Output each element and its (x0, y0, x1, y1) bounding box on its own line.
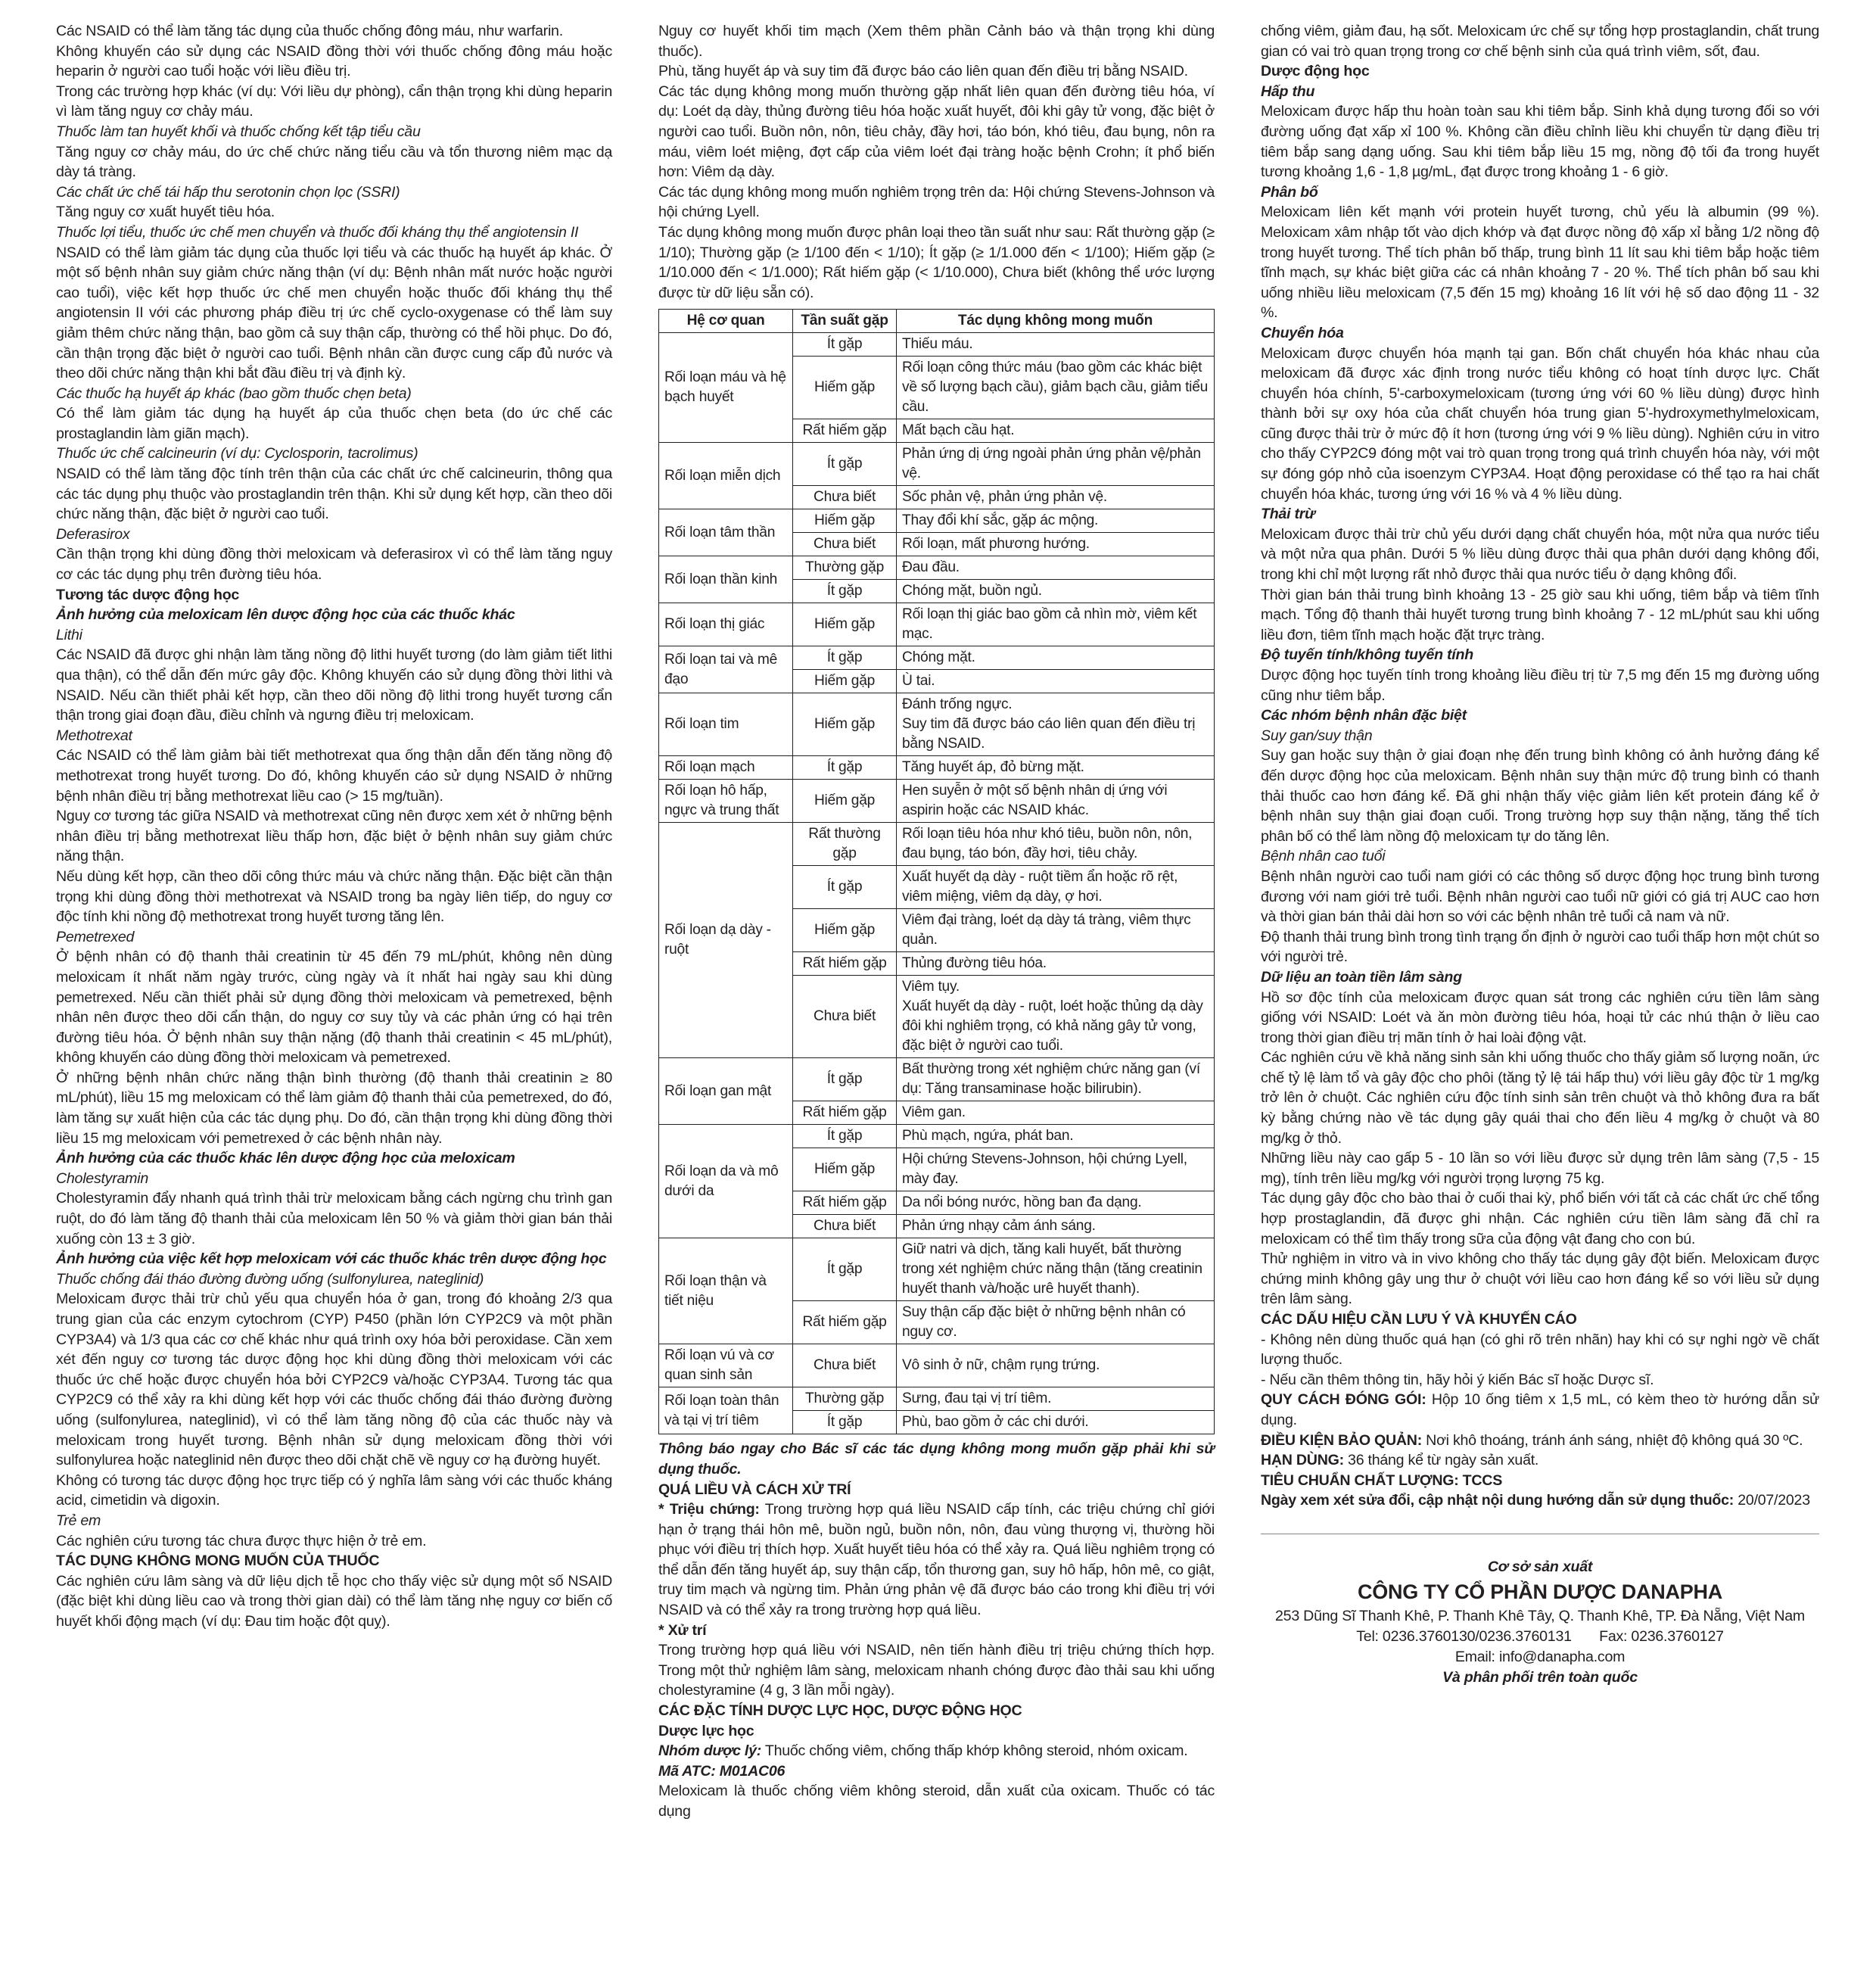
frequency-cell: Ít gặp (793, 333, 897, 357)
effect-cell: Đau đầu. (897, 556, 1215, 580)
italic-subheading: Methotrexat (56, 727, 132, 744)
paragraph (658, 1499, 1215, 1621)
effect-cell: Vô sinh ở nữ, chậm rụng trứng. (897, 1344, 1215, 1387)
subsection-heading: Tương tác dược động học (56, 586, 240, 603)
frequency-cell: Rất hiếm gặp (793, 1191, 897, 1215)
column-2-top (658, 21, 1215, 303)
inline-label: ĐIỀU KIỆN BẢO QUẢN: (1261, 1431, 1422, 1449)
effect-cell: Phù mạch, ngứa, phát ban. (897, 1125, 1215, 1148)
frequency-cell: Ít gặp (793, 1238, 897, 1301)
subsection-heading: Thải trừ (1261, 506, 1315, 523)
organ-cell: Rối loạn toàn thân và tại vị trí tiêm (659, 1387, 793, 1434)
section-heading: CÁC DẤU HIỆU CẦN LƯU Ý VÀ KHUYẾN CÁO (1261, 1311, 1577, 1328)
section-heading: QUÁ LIỀU VÀ CÁCH XỬ TRÍ (658, 1481, 851, 1498)
paragraph: Trong các trường hợp khác (ví dụ: Với liều dự phòng), cẩn thận trọng khi dùng heparin vì làm tăng nguy cơ chảy máu. (56, 83, 612, 120)
subsection-heading: Dược lực học (658, 1722, 754, 1739)
effect-cell: Đánh trống ngực. Suy tim đã được báo cáo liên quan đến điều trị bằng NSAID. (897, 693, 1215, 756)
frequency-cell: Thường gặp (793, 556, 897, 580)
effect-cell: Da nổi bóng nước, hồng ban đa dạng. (897, 1191, 1215, 1215)
adverse-effects-table (658, 309, 1215, 1434)
paragraph: Tác dụng gây độc cho bào thai ở cuối thai kỳ, phổ biến với tất cả các chất ức chế tổng hợp prostaglandin, đã được ghi nhận. Các nghiên cứu tiền lâm sàng đã chỉ ra meloxicam có thể tìm thấy trong sữa của động vật đang cho con bú. (1261, 1190, 1819, 1247)
column-3 (1261, 21, 1819, 1687)
italic-subheading: Thuốc chống đái tháo đường đường uống (sulfonylurea, nateglinid) (56, 1270, 484, 1288)
inline-label: HẠN DÙNG: (1261, 1452, 1344, 1469)
inline-text: Nơi khô thoáng, tránh ánh sáng, nhiệt độ không quá 30 ºC. (1421, 1431, 1803, 1449)
italic-subheading: Thuốc lợi tiểu, thuốc ức chế men chuyển và thuốc đối kháng thụ thể angiotensin II (56, 223, 579, 241)
paragraph: Thời gian bán thải trung bình khoảng 13 - 25 giờ sau khi uống, tiêm bắp và tiêm tĩnh mạch. Tổng độ thanh thải huyết tương trung bình khoảng 7 - 12 mL/phút sau khi uống liều đơn, tiêm tĩnh mạch hoặc đặt trực tràng. (1261, 586, 1819, 643)
paragraph: Hồ sơ độc tính của meloxicam được quan sát trong các nghiên cứu tiền lâm sàng giống với NSAID: Loét và ăn mòn đường tiêu hóa, hoại tử các nhú thận ở liều cao trong thời gian điều trị mãn tính ở hai loài động vật. (1261, 989, 1819, 1046)
paragraph: Tác dụng không mong muốn được phân loại theo tần suất như sau: Rất thường gặp (≥ 1/10); Thường gặp (≥ 1/100 đến < 1/10); Ít gặp (≥ 1/1.000 đến < 1/100); Hiếm gặp (≥ 1/10.000 đến < 1/1.000); Rất hiếm gặp (< 1/10.000), Chưa biết (không thể ước lượng được từ dữ liệu sẵn có). (658, 223, 1215, 301)
effect-cell: Mất bạch cầu hạt. (897, 419, 1215, 443)
paragraph: Cholestyramin đẩy nhanh quá trình thải trừ meloxicam bằng cách ngừng chu trình gan ruột, do đó làm tăng độ thanh thải của meloxicam lên 50 % và giảm thời gian bán thải xuống còn 13 ± 3 giờ. (56, 1190, 612, 1247)
effect-cell: Hen suyễn ở một số bệnh nhân dị ứng với aspirin hoặc các NSAID khác. (897, 780, 1215, 823)
frequency-cell: Thường gặp (793, 1387, 897, 1411)
section-heading: TÁC DỤNG KHÔNG MONG MUỐN CỦA THUỐC (56, 1552, 380, 1570)
column-2-bottom (658, 1439, 1215, 1821)
frequency-cell: Ít gặp (793, 646, 897, 670)
effect-cell: Thay đổi khí sắc, gặp ác mộng. (897, 509, 1215, 533)
paragraph: Các nghiên cứu tương tác chưa được thực hiện ở trẻ em. (56, 1532, 427, 1549)
table-row (659, 1125, 1215, 1148)
effect-cell: Chóng mặt. (897, 646, 1215, 670)
frequency-cell: Chưa biết (793, 976, 897, 1058)
paragraph: Thử nghiệm in vitro và in vivo không cho thấy tác dụng gây đột biến. Meloxicam được chứng minh không gây ung thư ở chuột với liều cao hơn đáng kể so với liều sử dụng trên lâm sàng. (1261, 1250, 1819, 1308)
organ-cell: Rối loạn tim (659, 693, 793, 756)
subsection-heading: Dược động học (1261, 63, 1370, 80)
paragraph: Các NSAID có thể làm tăng tác dụng của thuốc chống đông máu, như warfarin. (56, 23, 563, 39)
frequency-cell: Hiếm gặp (793, 509, 897, 533)
table-row (659, 1238, 1215, 1301)
column-1 (56, 21, 612, 1632)
effect-cell: Viêm tụy. Xuất huyết dạ dày - ruột, loét hoặc thủng dạ dày đôi khi nghiêm trọng, có khả năng gây tử vong, đặc biệt ở người cao tuổi. (897, 976, 1215, 1058)
frequency-cell: Ít gặp (793, 1058, 897, 1101)
effect-cell: Thủng đường tiêu hóa. (897, 952, 1215, 976)
company-contact (1261, 1627, 1819, 1647)
frequency-cell: Ít gặp (793, 866, 897, 909)
paragraph: Dược động học tuyến tính trong khoảng liều điều trị từ 7,5 mg đến 15 mg đường uống cũng như tiêm bắp. (1261, 667, 1819, 704)
inline-label: Nhóm dược lý: (658, 1742, 762, 1760)
effect-cell: Xuất huyết dạ dày - ruột tiềm ẩn hoặc rõ rệt, viêm miệng, viêm dạ dày, ợ hơi. (897, 866, 1215, 909)
header-frequency: Tần suất gặp (793, 310, 897, 333)
effect-cell: Chóng mặt, buồn ngủ. (897, 580, 1215, 603)
paragraph: Ở những bệnh nhân chức năng thận bình thường (độ thanh thải creatinin ≥ 80 mL/phút), liều 15 mg meloxicam có thể làm giảm độ thanh thải của pemetrexed, do đó, làm tăng sự xuất hiện của các tác dụng phụ. Do đó, cần thận trọng khi dùng đồng thời liều 15 mg meloxicam với pemetrexed ở các bệnh nhân này. (56, 1069, 612, 1147)
paragraph: NSAID có thể làm giảm tác dụng của thuốc lợi tiểu và các thuốc hạ huyết áp khác. Ở một số bệnh nhân suy giảm chức năng thận (ví dụ: Bệnh nhân mất nước hoặc người cao tuổi), việc kết hợp thuốc ức chế men chuyển hoặc thuốc đối kháng thụ thể angiotensin II với các phương pháp điều trị ức chế cyclo-oxygenase có thể làm suy giảm thêm chức năng thận, bao gồm cả suy thận cấp, thường có thể hồi phục. Do đó, cần thận trọng đặc biệt ở người cao tuổi. Bệnh nhân cần được cung cấp đủ nước và theo dõi chức năng thận khi bắt đầu điều trị và định kỳ. (56, 244, 612, 382)
table-header-row (659, 310, 1215, 333)
effect-cell: Bất thường trong xét nghiệm chức năng gan (ví dụ: Tăng transaminase hoặc bilirubin). (897, 1058, 1215, 1101)
effect-cell: Rối loạn công thức máu (bao gồm các khác biệt về số lượng bạch cầu), giảm bạch cầu, giảm tiểu cầu. (897, 357, 1215, 419)
table-row (659, 1058, 1215, 1101)
frequency-cell: Rất hiếm gặp (793, 952, 897, 976)
organ-cell: Rối loạn máu và hệ bạch huyết (659, 333, 793, 443)
effect-cell: Rối loạn tiêu hóa như khó tiêu, buồn nôn, nôn, đau bụng, táo bón, đầy hơi, tiêu chảy. (897, 823, 1215, 866)
inline-text: Trong trường hợp quá liều NSAID cấp tính, các triệu chứng chỉ giới hạn ở trạng thái hôn mê, buồn ngủ, buồn nôn, nôn, đau vùng thượng vị, thường hồi phục với điều trị thích hợp. Xuất huyết tiêu hóa có thể xảy ra. Quá liều nghiêm trọng có thể dẫn đến tăng huyết áp, suy thận cấp, tổn thương gan, suy hô hấp, hôn mê, co giật, truy tim mạch và ngừng tim. Phản ứng phản vệ đã được báo cáo trong khi điều trị với NSAID và có thể xảy ra trong trường hợp quá liều. (658, 1501, 1215, 1619)
company-fax: Fax: 0236.3760127 (1599, 1627, 1724, 1645)
organ-cell: Rối loạn miễn dịch (659, 443, 793, 509)
frequency-cell: Rất hiếm gặp (793, 1301, 897, 1344)
organ-cell: Rối loạn vú và cơ quan sinh sản (659, 1344, 793, 1387)
frequency-cell: Rất thường gặp (793, 823, 897, 866)
paragraph: Bệnh nhân người cao tuổi nam giới có các thông số dược động học trung bình tương đương với nam giới trẻ tuổi. Bệnh nhân người cao tuổi nữ giới có giá trị AUC cao hơn và thời gian bán thải dài hơn so với các bệnh nhân trẻ tuổi cả nam và nữ. (1261, 867, 1819, 926)
paragraph (1261, 1390, 1819, 1430)
table-row (659, 780, 1215, 823)
organ-cell: Rối loạn tai và mê đạo (659, 646, 793, 693)
frequency-cell: Rất hiếm gặp (793, 419, 897, 443)
paragraph (1261, 1490, 1819, 1511)
company-name: CÔNG TY CỔ PHẦN DƯỢC DANAPHA (1358, 1580, 1722, 1603)
frequency-cell: Chưa biết (793, 486, 897, 509)
table-row (659, 1387, 1215, 1411)
header-effect: Tác dụng không mong muốn (897, 310, 1215, 333)
effect-cell: Thiếu máu. (897, 333, 1215, 357)
paragraph: Các tác dụng không mong muốn thường gặp nhất liên quan đến đường tiêu hóa, ví dụ: Loét dạ dày, thủng đường tiêu hóa hoặc xuất huyết, đôi khi gây tử vong, đặc biệt ở người cao tuổi. Buồn nôn, nôn, tiêu chảy, đầy hơi, táo bón, khó tiêu, đau bụng, nôn ra máu, viêm loét miệng, đợt cấp của viêm loét đại tràng hoặc bệnh Crohn; ít phổ biến hơn: Viêm dạ dày. (658, 83, 1215, 181)
paragraph: Các NSAID có thể làm giảm bài tiết methotrexat qua ống thận dẫn đến tăng nồng độ methotrexat trong huyết tương. Do đó, không khuyến cáo sử dụng NSAID ở những bệnh nhân điều trị bằng methotrexat liều cao (> 15 mg/tuần). (56, 747, 612, 805)
italic-subheading: Pemetrexed (56, 928, 135, 945)
effect-cell: Phù, bao gồm ở các chi dưới. (897, 1411, 1215, 1434)
organ-cell: Rối loạn gan mật (659, 1058, 793, 1125)
table-row (659, 333, 1215, 357)
column-3-body (1261, 21, 1819, 1511)
frequency-cell: Hiếm gặp (793, 1148, 897, 1191)
inline-label: * Triệu chứng: (658, 1501, 760, 1518)
organ-cell: Rối loạn thị giác (659, 603, 793, 646)
organ-cell: Rối loạn thần kinh (659, 556, 793, 603)
paragraph: Có thể làm giảm tác dụng hạ huyết áp của thuốc chẹn beta (do ức chế các prostaglandin làm giãn mạch). (56, 405, 612, 442)
paragraph: Cần thận trọng khi dùng đồng thời meloxicam và deferasirox vì có thể làm tăng nguy cơ các tác dụng phụ trên đường tiêu hóa. (56, 546, 612, 584)
frequency-cell: Ít gặp (793, 1125, 897, 1148)
effect-cell: Viêm gan. (897, 1101, 1215, 1125)
organ-cell: Rối loạn hô hấp, ngực và trung thất (659, 780, 793, 823)
paragraph: Suy gan hoặc suy thận ở giai đoạn nhẹ đến trung bình không có ảnh hưởng đáng kể đến dược động học của meloxicam. Bệnh nhân suy thận mức độ trung bình có thanh thải thuốc cao hơn đáng kể. Đã ghi nhận thấy việc giảm liên kết protein đáng kể ở bệnh nhân suy thận giai đoạn cuối. Trong trường hợp suy thận nặng, tăng thể tích phân bố có thể làm nồng độ meloxicam tự do tăng lên. (1261, 747, 1819, 845)
section-heading: CÁC ĐẶC TÍNH DƯỢC LỰC HỌC, DƯỢC ĐỘNG HỌC (658, 1702, 1022, 1720)
table-row (659, 693, 1215, 756)
column-2 (658, 21, 1215, 1822)
effect-cell: Giữ natri và dịch, tăng kali huyết, bất thường trong xét nghiệm chức năng thận (tăng creatinin huyết thanh và/hoặc urê huyết thanh). (897, 1238, 1215, 1301)
inline-text: 36 tháng kể từ ngày sản xuất. (1343, 1452, 1539, 1469)
organ-cell: Rối loạn dạ dày - ruột (659, 823, 793, 1058)
italic-subheading: Deferasirox (56, 525, 130, 543)
paragraph (1261, 1431, 1819, 1451)
paragraph: Nguy cơ tương tác giữa NSAID và methotrexat cũng nên được xem xét ở những bệnh nhân điều trị bằng methotrexat liều thấp hơn, đặc biệt ở bệnh nhân suy giảm chức năng thận. (56, 808, 612, 865)
paragraph: Nếu dùng kết hợp, cần theo dõi công thức máu và chức năng thận. Đặc biệt cần thận trọng khi dùng đồng thời methotrexat và NSAID trong ba ngày liên tiếp, do nguy cơ độc tính khi nồng độ methotrexat trong huyết tương tăng lên. (56, 867, 612, 926)
italic-subheading: Suy gan/suy thận (1261, 727, 1373, 744)
subsection-heading: Ảnh hưởng của các thuốc khác lên dược động học của meloxicam (56, 1150, 515, 1167)
italic-subheading: Bệnh nhân cao tuổi (1261, 848, 1386, 865)
paragraph: chống viêm, giảm đau, hạ sốt. Meloxicam ức chế sự tổng hợp prostaglandin, chất trung gian có vai trò quan trọng trong cơ chế bệnh sinh của quá trình viêm, sốt, đau. (1261, 23, 1820, 60)
effect-cell: Sốc phản vệ, phản ứng phản vệ. (897, 486, 1215, 509)
subsection-heading: Thông báo ngay cho Bác sĩ các tác dụng không mong muốn gặp phải khi sử dụng thuốc. (658, 1440, 1215, 1478)
subsection-heading: Độ tuyến tính/không tuyến tính (1261, 646, 1473, 664)
frequency-cell: Rất hiếm gặp (793, 1101, 897, 1125)
paragraph: Tăng nguy cơ chảy máu, do ức chế chức năng tiểu cầu và tổn thương niêm mạc dạ dày tá tràng. (56, 143, 612, 181)
frequency-cell: Hiếm gặp (793, 693, 897, 756)
inline-text: Hộp 10 ống tiêm x 1,5 mL, có kèm theo tờ hướng dẫn sử dụng. (1261, 1391, 1819, 1428)
paragraph: Trong trường hợp quá liều với NSAID, nên tiến hành điều trị triệu chứng thích hợp. Trong một thử nghiệm lâm sàng, meloxicam nhanh chóng được đào thải sau khi uống cholestyramine (4 g, 3 lần mỗi ngày). (658, 1642, 1215, 1699)
paragraph: Nguy cơ huyết khối tim mạch (Xem thêm phần Cảnh báo và thận trọng khi dùng thuốc). (658, 23, 1215, 60)
table-row (659, 1344, 1215, 1387)
effect-cell: Rối loạn thị giác bao gồm cả nhìn mờ, viêm kết mạc. (897, 603, 1215, 646)
italic-subheading: Các chất ức chế tái hấp thu serotonin chọn lọc (SSRI) (56, 183, 400, 201)
paragraph: Các tác dụng không mong muốn nghiêm trọng trên da: Hội chứng Stevens-Johnson và hội chứng Lyell. (658, 183, 1215, 221)
paragraph (1261, 1450, 1819, 1471)
organ-cell: Rối loạn mạch (659, 756, 793, 780)
frequency-cell: Ít gặp (793, 443, 897, 486)
frequency-cell: Ít gặp (793, 1411, 897, 1434)
effect-cell: Phản ứng dị ứng ngoài phản ứng phản vệ/phản vệ. (897, 443, 1215, 486)
paragraph: Các NSAID đã được ghi nhận làm tăng nồng độ lithi huyết tương (do làm giảm tiết lithi qua thận), có thể dẫn đến mức gây độc. Không khuyến cáo sử dụng đồng thời lithi và NSAID. Nếu cần thiết phải kết hợp, cần theo dõi nồng độ lithi trong huyết tương cẩn thận trong giai đoạn đầu, điều chỉnh và ngưng điều trị meloxicam. (56, 646, 612, 724)
paragraph: Meloxicam được chuyển hóa mạnh tại gan. Bốn chất chuyển hóa khác nhau của meloxicam đã được xác định trong nước tiểu không có hoạt tính dược lực. Chất chuyển hóa chính, 5'-carboxymeloxicam (tương ứng với 60 % liều dùng) được hình thành bởi sự oxy hóa của chất chuyển hóa trung gian 5'-hydroxymethylmeloxicam, cũng được thải trừ ở mức độ ít hơn (tương ứng với 9 % liều dùng). Nghiên cứu in vitro cho thấy CYP2C9 đóng một vai trò quan trọng trong quá trình chuyển hóa này, với một sự đóng góp nhỏ của isoenzym CYP3A4. Hoạt động peroxidase có thể tạo ra hai chất chuyển hóa khác, tương ứng với 16 % và 4 % liều dùng. (1261, 344, 1819, 503)
frequency-cell: Hiếm gặp (793, 909, 897, 952)
subsection-heading: Phân bố (1261, 183, 1318, 201)
paragraph: NSAID có thể làm tăng độc tính trên thận của các chất ức chế calcineurin, thông qua các tác dụng phụ thuộc vào prostaglandin trên thận. Khi sử dụng kết hợp, cần theo dõi chức năng thận, đặc biệt ở người cao tuổi. (56, 466, 612, 523)
italic-subheading: Cholestyramin (56, 1169, 148, 1187)
frequency-cell: Chưa biết (793, 1215, 897, 1238)
frequency-cell: Hiếm gặp (793, 603, 897, 646)
subsection-heading: Dữ liệu an toàn tiền lâm sàng (1261, 968, 1462, 986)
company-email: Email: info@danapha.com (1454, 1648, 1626, 1665)
paragraph: Meloxicam liên kết mạnh với protein huyết tương, chủ yếu là albumin (99 %). Meloxicam xâm nhập tốt vào dịch khớp và đạt được nồng độ xấp xỉ bằng 1/2 nồng độ trong huyết tương. Thể tích phân bố thấp, trung bình 11 lít sau khi tiêm bắp hoặc tiêm tĩnh mạch, sự khác biệt giữa các cá nhân khoảng 7 - 20 %. Thể tích phân bố sau khi uống nhiều liều meloxicam (7,5 đến 15 mg) khoảng 16 lít với hệ số dao động 11 - 32 %. (1261, 204, 1819, 322)
table-row (659, 443, 1215, 486)
inline-text: Thuốc chống viêm, chống thấp khớp không steroid, nhóm oxicam. (761, 1742, 1188, 1760)
effect-cell: Sưng, đau tại vị trí tiêm. (897, 1387, 1215, 1411)
table-row (659, 509, 1215, 533)
effect-cell: Phản ứng nhạy cảm ánh sáng. (897, 1215, 1215, 1238)
company-phone: Tel: 0236.3760130/0236.3760131 (1356, 1627, 1572, 1645)
table-row (659, 603, 1215, 646)
paragraph: Ở bệnh nhân có độ thanh thải creatinin từ 45 đến 79 mL/phút, không nên dùng meloxicam ít nhất năm ngày trước, cùng ngày và ít nhất hai ngày sau khi dùng pemetrexed. Nếu cần thiết phải sử dụng đồng thời meloxicam và pemetrexed, bệnh nhân nên được theo dõi cẩn thận, do nguy cơ suy tủy và các phản ứng có hại trên đường tiêu hóa. Ở bệnh nhân suy thận nặng (độ thanh thải creatinin < 45 mL/phút), không khuyến cáo dùng đồng thời meloxicam và pemetrexed. (56, 948, 612, 1067)
italic-subheading: Các thuốc hạ huyết áp khác (bao gồm thuốc chẹn beta) (56, 385, 412, 402)
subsection-heading: * Xử trí (658, 1621, 707, 1639)
frequency-cell: Hiếm gặp (793, 670, 897, 693)
italic-subheading: Trẻ em (56, 1512, 101, 1529)
frequency-cell: Ít gặp (793, 756, 897, 780)
frequency-cell: Chưa biết (793, 1344, 897, 1387)
paragraph: Các nghiên cứu về khả năng sinh sản khi uống thuốc cho thấy giảm số lượng noãn, ức chế tỷ lệ làm tổ và gây độc cho phôi (tăng tỷ lệ tái hấp thu) với liều gây độc từ 1 mg/kg trở lên ở chuột. Các nghiên cứu độc tính sinh sản trên chuột và thỏ không đưa ra bất kỳ bằng chứng nào về tác dụng gây quái thai cho đến liều 4 mg/kg ở chuột và 80 mg/kg ở thỏ. (1261, 1049, 1819, 1147)
frequency-cell: Hiếm gặp (793, 780, 897, 823)
italic-subheading: Lithi (56, 626, 82, 643)
organ-cell: Rối loạn da và mô dưới da (659, 1125, 793, 1238)
paragraph: Những liều này cao gấp 5 - 10 lần so với liều được sử dụng trên lâm sàng (7,5 - 15 mg), tính trên liều mg/kg với người trọng lượng 75 kg. (1261, 1150, 1819, 1187)
paragraph (658, 1741, 1215, 1761)
paragraph: Phù, tăng huyết áp và suy tim đã được báo cáo liên quan đến điều trị bằng NSAID. (658, 63, 1188, 80)
manufacturer-label: Cơ sở sản xuất (1487, 1558, 1593, 1575)
table-row (659, 646, 1215, 670)
paragraph: Tăng nguy cơ xuất huyết tiêu hóa. (56, 204, 275, 221)
subsection-heading: Ảnh hưởng của meloxicam lên dược động học của các thuốc khác (56, 606, 515, 624)
company-address: 253 Dũng Sĩ Thanh Khê, P. Thanh Khê Tây, Q. Thanh Khê, TP. Đà Nẵng, Việt Nam (1275, 1607, 1805, 1624)
distribution-note: Và phân phối trên toàn quốc (1442, 1668, 1638, 1686)
subsection-heading: Ảnh hưởng của việc kết hợp meloxicam với các thuốc khác trên dược động học (56, 1250, 607, 1268)
inline-text: 20/07/2023 (1734, 1492, 1810, 1509)
manufacturer-block (1261, 1534, 1819, 1687)
paragraph: Meloxicam được thải trừ chủ yếu dưới dạng chất chuyển hóa, một nửa qua nước tiểu và một nửa qua phân. Dưới 5 % liều dùng được thải qua phân dưới dạng không đổi, trong khi chỉ một lượng rất nhỏ được thải qua nước tiểu ở dạng không đổi. (1261, 525, 1819, 584)
table-body (659, 333, 1215, 1434)
table-row (659, 823, 1215, 866)
effect-cell: Tăng huyết áp, đỏ bừng mặt. (897, 756, 1215, 780)
effect-cell: Viêm đại tràng, loét dạ dày tá tràng, viêm thực quản. (897, 909, 1215, 952)
subsection-heading: Chuyển hóa (1261, 324, 1344, 341)
section-heading: TIÊU CHUẨN CHẤT LƯỢNG: TCCS (1261, 1471, 1503, 1489)
subsection-heading: Các nhóm bệnh nhân đặc biệt (1261, 707, 1467, 724)
paragraph: Không khuyến cáo sử dụng các NSAID đồng thời với thuốc chống đông máu hoặc heparin ở người cao tuổi hoặc với liều điều trị. (56, 42, 612, 80)
paragraph: Meloxicam được thải trừ chủ yếu qua chuyển hóa ở gan, trong đó khoảng 2/3 qua trung gian của các enzym cytochrom (CYP) P450 (phần lớn CYP2C9 và một phần CYP3A4) và 1/3 qua các cơ chế khác như quá trình oxy hóa bởi peroxidase. Cần xem xét đến nguy cơ tương tác dược động học khi dùng đồng thời meloxicam với các thuốc ức chế hoặc được chuyển hóa bởi CYP2C9 và/hoặc CYP3A4. Tương tác qua CYP2C9 có thể xảy ra khi dùng kết hợp với các thuốc chống đái tháo đường đường uống (sulfonylurea, nateglinid), vì có thể làm tăng nồng độ của các thuốc này và meloxicam trong huyết tương. Bệnh nhân sử dụng meloxicam đồng thời với sulfonylurea hoặc nateglinid nên được theo dõi chặt chẽ về nguy cơ hạ đường huyết. (56, 1291, 612, 1469)
effect-cell: Rối loạn, mất phương hướng. (897, 533, 1215, 556)
paragraph: - Nếu cần thêm thông tin, hãy hỏi ý kiến Bác sĩ hoặc Dược sĩ. (1261, 1371, 1654, 1388)
effect-cell: Suy thận cấp đặc biệt ở những bệnh nhân có nguy cơ. (897, 1301, 1215, 1344)
table-row (659, 556, 1215, 580)
paragraph: Các nghiên cứu lâm sàng và dữ liệu dịch tễ học cho thấy việc sử dụng một số NSAID (đặc biệt khi dùng liều cao và trong thời gian dài) có thể làm tăng nhẹ nguy cơ biến cố huyết khối động mạch (ví dụ: Đau tim hoặc đột quỵ). (56, 1572, 612, 1630)
frequency-cell: Ít gặp (793, 580, 897, 603)
italic-subheading: Thuốc làm tan huyết khối và thuốc chống kết tập tiểu cầu (56, 123, 421, 140)
frequency-cell: Hiếm gặp (793, 357, 897, 419)
organ-cell: Rối loạn tâm thần (659, 509, 793, 556)
paragraph: Meloxicam được hấp thu hoàn toàn sau khi tiêm bắp. Sinh khả dụng tương đối so với đường uống đạt xấp xỉ 100 %. Không cần điều chỉnh liều khi chuyển từ dạng điều trị tiêm bắp sang dạng uống. Sau khi tiêm bắp liều 15 mg, nồng độ tối đa trong huyết tương khoảng 1,6 - 1,8 µg/mL, đạt được trong khoảng 1 - 6 giờ. (1261, 103, 1819, 181)
paragraph: - Không nên dùng thuốc quá hạn (có ghi rõ trên nhãn) hay khi có sự nghi ngờ về chất lượng thuốc. (1261, 1331, 1819, 1369)
inline-label: QUY CÁCH ĐÓNG GÓI: (1261, 1391, 1426, 1409)
organ-cell: Rối loạn thận và tiết niệu (659, 1238, 793, 1344)
frequency-cell: Chưa biết (793, 533, 897, 556)
italic-subheading: Thuốc ức chế calcineurin (ví dụ: Cyclosporin, tacrolimus) (56, 445, 418, 462)
paragraph: Không có tương tác dược động học trực tiếp có ý nghĩa lâm sàng với các thuốc kháng acid, cimetidin và digoxin. (56, 1471, 612, 1509)
effect-cell: Ù tai. (897, 670, 1215, 693)
subsection-heading: Mã ATC: M01AC06 (658, 1762, 786, 1780)
effect-cell: Hội chứng Stevens-Johnson, hội chứng Lyell, mày đay. (897, 1148, 1215, 1191)
inline-label: Ngày xem xét sửa đổi, cập nhật nội dung hướng dẫn sử dụng thuốc: (1261, 1492, 1734, 1509)
paragraph: Meloxicam là thuốc chống viêm không steroid, dẫn xuất của oxicam. Thuốc có tác dụng (658, 1783, 1215, 1820)
paragraph: Độ thanh thải trung bình trong tình trạng ổn định ở người cao tuổi thấp hơn một chút so với người trẻ. (1261, 928, 1819, 966)
header-organ: Hệ cơ quan (659, 310, 793, 333)
subsection-heading: Hấp thu (1261, 83, 1315, 100)
table-row (659, 756, 1215, 780)
